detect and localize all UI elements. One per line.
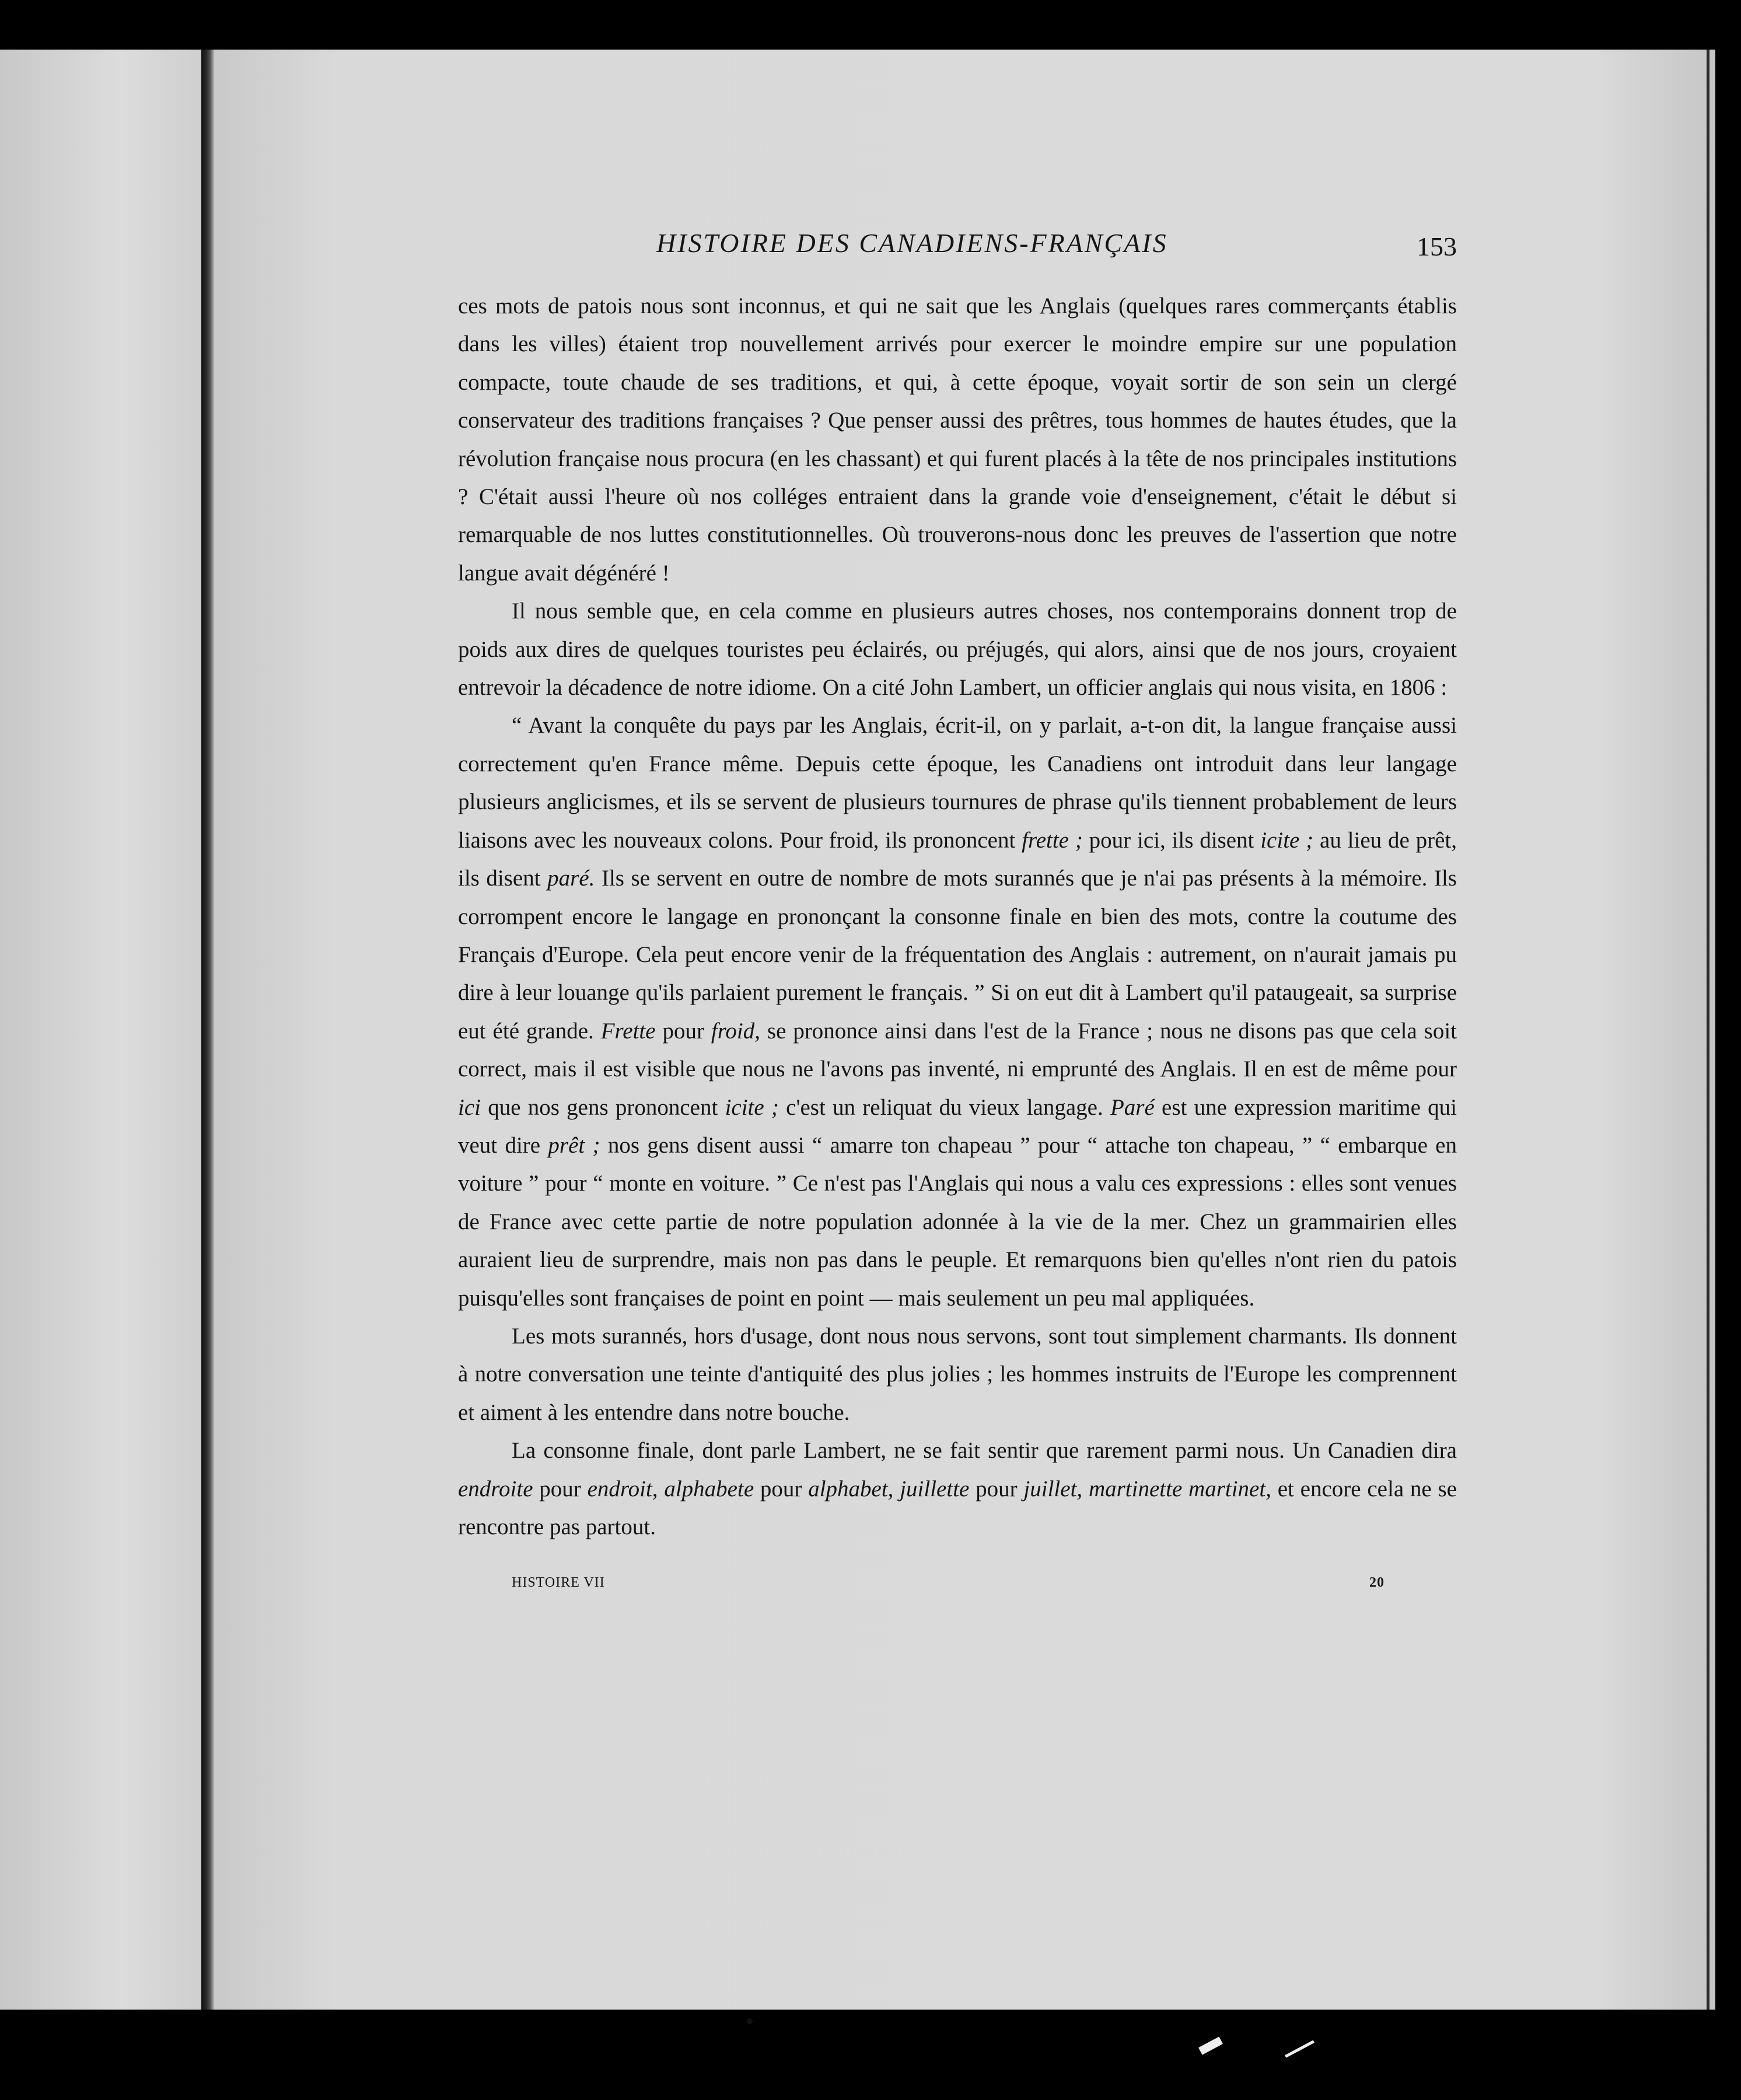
text-run: “ Avant la conquête du pays par les Anglais, écrit-il, on y parlait, a-t-on dit, la langue française aussi correctement qu'en France même. Depuis cette époque, les Canadiens ont introduit dans leur langage plusieurs anglicismes, et ils se servent de plusieurs tournures de phrase qu'ils tiennent probablement de leurs liaisons avec les nouveaux colons. Pour froid, ils prononcent: [458, 713, 1457, 853]
text-run: [1082, 1476, 1089, 1502]
left-page-edge: [0, 50, 201, 2010]
text-run: et encore cela ne se rencontre pas partout.: [458, 1476, 1457, 1539]
text-run: Les mots surannés, hors d'usage, dont nous nous servons, sont tout simplement charmants. Ils donnent à notre conversation une teinte d'antiquité des plus jolies ; les hommes instruits de l'Europe les comprennent et aiment à les entendre dans notre bouche.: [458, 1323, 1457, 1425]
page-number: 153: [1417, 232, 1457, 261]
paragraph: [458, 706, 1457, 1317]
text-run: Ils se servent en outre de nombre de mots surannés que je n'ai pas présents à la mémoire. Ils corrompent encore le langage en prononçant la consonne finale en bien des mots, contre la coutume des Français d'Europe. Cela peut encore venir de la fréquentation des Anglais : autrement, on n'aurait jamais pu dire à leur louange qu'ils parlaient purement le français. ” Si on eut dit à Lambert qu'il pataugeait, sa surprise eut été grande.: [458, 866, 1457, 1044]
book-gutter: [201, 50, 214, 2010]
italic-term: martinette: [1088, 1476, 1183, 1502]
text-run: est une expression maritime qui veut dire: [458, 1094, 1457, 1158]
film-scratch-mark: [1285, 2040, 1315, 2057]
italic-term: paré.: [547, 866, 595, 891]
italic-term: frette ;: [1022, 827, 1083, 853]
text-run: [893, 1476, 900, 1502]
text-run: c'est un reliquat du vieux langage.: [778, 1094, 1110, 1120]
text-run: au lieu de prêt, ils disent: [458, 827, 1457, 891]
italic-term: Paré: [1110, 1094, 1155, 1120]
paragraph: [458, 1432, 1457, 1546]
text-run: se prononce ainsi dans l'est de la France ; nous ne disons pas que cela soit correct, mais il est visible que nous ne l'avons pas inventé, ni emprunté des Anglais. Il en est de même pour: [458, 1018, 1457, 1082]
running-title: HISTOIRE DES CANADIENS-FRANÇAIS: [656, 228, 1168, 258]
text-run: que nos gens prononcent: [480, 1094, 725, 1120]
dust-speck: [747, 2018, 753, 2024]
text-run: pour: [533, 1476, 588, 1502]
text-run: Il nous semble que, en cela comme en plusieurs autres choses, nos contemporains donnent trop de poids aux dires de quelques touristes peu éclairés, ou préjugés, qui alors, ainsi que de nos jours, croyaient entrevoir la décadence de notre idiome. On a cité John Lambert, un officier anglais qui nous visita, en 1806 :: [458, 598, 1457, 701]
text-run: ces mots de patois nous sont inconnus, et qui ne sait que les Anglais (quelques rares commerçants établis dans les villes) étaient trop nouvellement arrivés pour exercer le moindre empire sur une population compacte, toute chaude de ses traditions, et qui, à cette époque, voyait sortir de son sein un clergé conservateur des traditions françaises ? Que penser aussi des prêtres, tous hommes de hautes études, que la révolution française nous procura (en les chassant) et qui furent placés à la tête de nos principales institutions ? C'était aussi l'heure où nos colléges entraient dans la grande voie d'enseignement, c'était le début si remarquable de nos luttes constitutionnelles. Où trouverons-nous donc les preuves de l'assertion que notre langue avait dégénéré !: [458, 293, 1457, 586]
paragraph: [458, 287, 1457, 592]
italic-term: icite ;: [1260, 827, 1314, 853]
paragraph: [458, 1317, 1457, 1432]
italic-term: endroit,: [587, 1476, 658, 1502]
page-content: [458, 228, 1457, 1598]
italic-term: endroite: [458, 1476, 533, 1502]
italic-term: martinet,: [1188, 1476, 1271, 1502]
text-run: pour: [655, 1018, 711, 1044]
film-scratch-mark: [1198, 2036, 1223, 2054]
italic-term: Frette: [600, 1018, 656, 1044]
text-run: pour: [969, 1476, 1024, 1502]
italic-term: alphabet,: [808, 1476, 894, 1502]
text-run: La consonne finale, dont parle Lambert, ne se fait sentir que rarement parmi nous. Un Canadien dira: [512, 1438, 1457, 1464]
italic-term: icite ;: [725, 1094, 779, 1120]
text-run: [1182, 1476, 1188, 1502]
text-run: pour: [754, 1476, 809, 1502]
sheet-number: 20: [1369, 1575, 1385, 1591]
body-text: [458, 287, 1457, 1546]
printer-signature: HISTOIRE VII: [512, 1575, 605, 1591]
page-edge-line: [1707, 50, 1709, 2010]
italic-term: prêt ;: [548, 1132, 600, 1158]
text-run: [658, 1476, 665, 1502]
italic-term: froid,: [711, 1018, 761, 1044]
page-footer: [458, 1575, 1457, 1598]
italic-term: juillette: [900, 1476, 970, 1502]
italic-term: ici: [458, 1094, 481, 1120]
text-run: nos gens disent aussi “ amarre ton chapeau ” pour “ attache ton chapeau, ” “ embarque en voiture ” pour “ monte en voiture. ” Ce n'est pas l'Anglais qui nous a valu ces expressions : elles sont venues de France avec cette partie de notre population adonnée à la vie de la mer. Chez un grammairien elles auraient lieu de surprendre, mais non pas dans le peuple. Et remarquons bien qu'elles n'ont rien du patois puisqu'elles sont françaises de point en point — mais seulement un peu mal appliquées.: [458, 1132, 1457, 1311]
running-head: [458, 228, 1457, 274]
paragraph: [458, 592, 1457, 706]
italic-term: alphabete: [664, 1476, 754, 1502]
text-run: pour ici, ils disent: [1082, 827, 1261, 853]
italic-term: juillet,: [1023, 1476, 1083, 1502]
